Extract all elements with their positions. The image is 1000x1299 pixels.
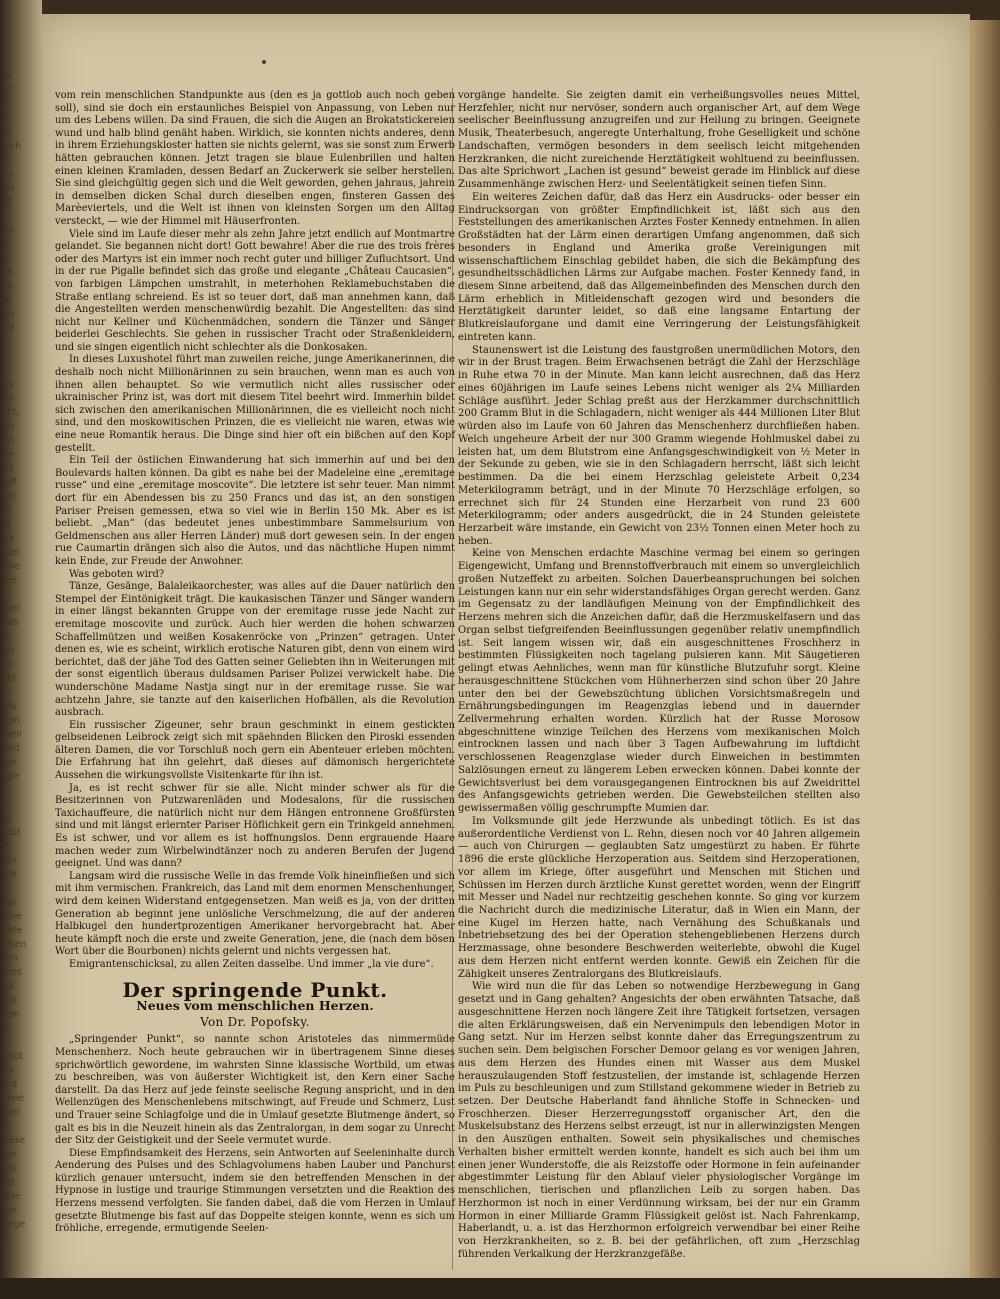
left-column	[55, 90, 455, 1236]
paragraph: Wie wird nun die für das Leben so notwendige Herzbewegung in Gang gesetzt und in Gang gehalten? Angesichts der oben erwähnten Tatsache, daß ausgeschnittene Herzen noch längere Zeit ihre Tätigkeit fortsetzen, versagen die alten Erklärungsweisen, daß ein Nervenimpuls den lebendigen Motor in Gang setzt. Nur im Herzen selbst konnte daher das Erregungszentrum zu suchen sein. Dem belgischen Forscher Demoor gelang es vor wenigen Jahren, aus dem Herzen des Hundes einen mit Wasser aus dem Muskel herauszulaugenden Stoff festzustellen, der imstande ist, schlagende Herzen im Puls zu beschleunigen und zum Stillstand gekommene wieder in Betrieb zu setzen. Der Deutsche Haberlandt fand ähnliche Stoffe in Schnecken- und Froschherzen. Dieser Herzerregungsstoff organischer Art, den die Muskelsubstanz des Herzens selbst erzeugt, ist nur in allerwinzigsten Mengen in den Auszügen enthalten. Soweit sein physikalisches und chemisches Verhalten bisher ermittelt werden konnte, handelt es sich auch bei ihm um einen jener Wunderstoffe, die als Reizstoffe oder Hormone in fein aufeinander abgestimmter Leistung für den Ablauf vieler physiologischer Vorgänge im menschlichen, tierischen und pflanzlichen Leib zu sorgen haben. Das Herzhormon ist noch in einer Verdünnung wirksam, bei der nur ein Gramm Hormon in einer Milliarde Gramm Flüssigkeit gelöst ist. Nach Fahrenkamp, Haberlandt, u. a. ist das Herzhormon erfolgreich verwendbar bei einer Reihe von Herzkrankheiten, so z. B. bei der gefährlichen, oft zum „Herzschlag führenden Verkalkung der Herzkranzgefäße.	[458, 981, 860, 1260]
previous-page-margin-text: ch erf st, in ne nsch en n's hm oft hm Er rd, ich ich ob her lnd bis ein icht, ein fen bie Rul aoft veri nd zu are ndel ame nee aber Was m der ihn icht gris. man chen bald den ogle e zu hebt se Jahr feht in ngs sene ichte orben thm ihres gut. mill bem kt neibt nur und sinne aber Er Diese nen beit Ret Fälle hen kerge in	[0, 71, 27, 1244]
paragraph: vom rein menschlichen Standpunkte aus (den es ja gottlob auch noch geben soll), sind sie doch ein erstaunliches Beispiel von Anpassung, von Leben nur um des Lebens willen. Da sind Frauen, die sich die Augen an Brokatstickereien wund und halb blind genäht haben. Wirklich, sie konnten nichts anderes, denn in ihrem Erziehungskloster hatten sie nichts gelernt, was sie sonst zum Erwerb hätten gebrauchen können. Jetzt tragen sie blaue Eulenbrillen und halten einen kleinen Kramladen, dessen Bedarf an Zuckerwerk sie selber herstellen. Sie sind gleichgültig gegen sich und die Welt geworden, gehen jahraus, jahrein in demselben dicken Schal durch dieselben engen, finsteren Gassen des Marèeviertels, und die Welt ist ihnen von kleinsten Sorgen um den Alltag versteckt, — wie der Himmel mit Häuserfronten.	[55, 90, 455, 227]
paragraph: Diese Empfindsamkeit des Herzens, sein Antworten auf Seeleninhalte durch Aenderung des Pulses und des Schlagvolumens haben Lauber und Panchurst kürzlich genauer untersucht, indem sie den betreffenden Menschen in der Hypnose in lustige und traurige Stimmungen versetzten und die Reaktion des Herzens messend verfolgten. Sie fanden dabei, daß die vom Herzen in Umlauf gesetzte Blutmenge bis fast auf das Doppelte steigen konnte, wenn es sich um fröhliche, erregende, ermutigende Seelen-	[55, 1147, 455, 1235]
paragraph: Im Volksmunde gilt jede Herzwunde als unbedingt tötlich. Es ist das außerordentliche Verdienst von L. Rehn, diesen noch vor 40 Jahren allgemein — auch von Chirurgen — geglaubten Satz umgestürzt zu haben. Er führte 1896 die erste glückliche Herzoperation aus. Seitdem sind Herzoperationen, vor allem im Kriege, öfter ausgeführt und Menschen mit Stichen und Schüssen im Herzen durch ärztliche Kunst gerettet worden, wenn der Eingriff mit Messer und Nadel nur rechtzeitig geschehen konnte. So ging vor kurzem die Nachricht durch die medizinische Literatur, daß in Wien ein Mann, der eine Kugel im Herzen hatte, nach Vernähung des Schußkanals und Inbetriebsetzung des bei der Operation stehengebliebenen Herzens durch Herzmassage, ohne besondere Beschwerden weiterlebte, obwohl die Kugel aus dem Herzen nicht entfernt werden konnte. Gewiß ein Zeichen für die Zähigkeit unseres Zentralorgans des Blutkreislaufs.	[458, 815, 860, 980]
page-dot	[262, 60, 266, 64]
paragraph: Ein weiteres Zeichen dafür, daß das Herz ein Ausdrucks- oder besser ein Eindrucksorgan von größter Empfindlichkeit ist, läßt sich aus den Feststellungen des amerikanischen Arztes Foster Kennedy entnehmen. In allen Großstädten hat der Lärm einen derartigen Umfang angenommen, daß sich besonders in England und Amerika große Vereinigungen mit wissenschaftlichem Einschlag gebildet haben, die sich die Bekämpfung des gesundheitsschädlichen Lärms zur Aufgabe machen. Foster Kennedy fand, in diesem Sinne arbeitend, daß das Allgemeinbefinden des Menschen durch den Lärm erheblich in Mitleidenschaft gezogen wird und besonders die Herztätigkeit darunter leidet, so daß eine langsame Entartung der Blutkreislauforgane und damit eine Verringerung der Leistungsfähigkeit eintreten kann.	[458, 191, 860, 343]
right-column	[458, 90, 860, 1262]
paragraph: Staunenswert ist die Leistung des faustgroßen unermüdlichen Motors, den wir in der Brust tragen. Beim Erwachsenen beträgt die Zahl der Herzschläge in Ruhe etwa 70 in der Minute. Man kann leicht ausrechnen, daß das Herz eines 60jährigen im Laufe seines Lebens nicht weniger als 2¼ Milliarden Schläge ausführt. Jeder Schlag preßt aus der Herzkammer durchschnittlich 200 Gramm Blut in die Schlagadern, nicht weniger als 444 Millionen Liter Blut würden also im Laufe von 60 Jahren das Menschenherz durchfließen haben. Welch ungeheure Arbeit der nur 300 Gramm wiegende Hohlmuskel dabei zu leisten hat, um dem Blutstrom eine Anfangsgeschwindigkeit von ½ Meter in der Sekunde zu geben, wie sie in den Schlagadern herrscht, läßt sich leicht bestimmen. Da die bei einem Herzschlag geleistete Arbeit 0,234 Meterkilogramm beträgt, und in der Minute 70 Herzschläge erfolgen, so errechnet sich für 24 Stunden eine Herzarbeit von rund 23 600 Meterkilogramm; oder anders ausgedrückt, die in 24 Stunden geleistete Herzarbeit wäre imstande, ein Gewicht von 23½ Tonnen einen Meter hoch zu heben.	[458, 344, 860, 547]
paragraph: Ja, es ist recht schwer für sie alle. Nicht minder schwer als für die Besitzerinnen von Putzwarenläden und Modesalons, für die russischen Taxichauffeure, die natürlich nicht nur dem Hängen entronnene Großfürsten sind und mit längst erlernter Pariser Höflichkeit gern ein Trinkgeld annehmen. Es ist schwer, und vor allem es ist hoffnungslos. Denn ergrauende Haare machen weder zum Wirbelwindtänzer noch zu anderen Berufen der Jugend geeignet. Und was dann?	[55, 782, 455, 870]
paragraph: Langsam wird die russische Welle in das fremde Volk hineinfließen und sich mit ihm vermischen. Frankreich, das Land mit dem enormen Menschenhunger, wird dem keinen Widerstand entgegensetzen. Man weiß es ja, von der dritten Generation ab beginnt jene unlösliche Verschmelzung, die auf der anderen Halbkugel den hundertprozentigen Amerikaner hervorgebracht hat. Aber heute kämpft noch die erste und zweite Generation, jene, die (nach dem bösen Wort über die Bourbonen) nichts gelernt und nichts vergessen hat.	[55, 870, 455, 958]
paragraph: Viele sind im Laufe dieser mehr als zehn Jahre jetzt endlich auf Montmartre gelandet. Sie begannen nicht dort! Gott bewahre! Aber die rue des trois frères oder des Martyrs ist ein immer noch recht guter und billiger Zufluchtsort. Und in der rue Pigalle befindet sich das große und elegante „Château Caucasien“, von farbigen Lämpchen umstrahlt, in meterhohen Reklamebuchstaben die Straße entlang schreiend. Es ist so teuer dort, daß man annehmen kann, daß die Angestellten werden menschenwürdig bezahlt. Die Angestellten: das sind nicht nur Kellner und Küchenmädchen, sondern die Tänzer und Sänger beiderlei Geschlechts. Sie gehen in russischer Tracht oder Straßenkleidern, und sie singen eigentlich nicht schlechter als die Donkosaken.	[55, 228, 455, 353]
paragraph: Ein russischer Zigeuner, sehr braun geschminkt in einem gestickten gelbseidenen Leibrock zeigt sich mit späehnden Blicken den Piroski essenden älteren Damen, die vor Torschluß noch gern ein Abenteuer erleben möchten. Die Erfahrung hat ihn gelehrt, daß dieses auf dämonisch hergerichtete Aussehen die wirkungsvollste Visitenkarte für ihn ist.	[55, 719, 455, 782]
page-bottom-edge	[0, 1278, 1000, 1299]
article-author: Von Dr. Popofsky.	[200, 1014, 310, 1029]
paragraph: „Springender Punkt“, so nannte schon Aristoteles das nimmermüde Menschenherz. Noch heute gebrauchen wir in übertragenem Sinne dieses sprichwörtlich gewordene, im wahrsten Sinne klassische Wortbild, um etwas zu beschreiben, was von äußerster Wichtigkeit ist, den Kern einer Sache darstellt. Da das Herz auf jede feinste seelische Regung anspricht, und in den Wellenzügen des Menschenlebens mitschwingt, auf Freude und Schmerz, Lust und Trauer seine Schlagfolge und die in Umlauf gesetzte Blutmenge ändert, so galt es bis in die Neuzeit hinein als das Zentralorgan, in dem sogar zu Unrecht der Sitz der Geistigkeit und der Seele vermutet wurde.	[55, 1034, 455, 1147]
paragraph: Was geboten wird?	[69, 568, 165, 580]
article-subtitle: Neues vom menschlichen Herzen.	[136, 998, 374, 1014]
article-title: Der springende Punkt.	[122, 977, 388, 1002]
paragraph: Ein Teil der östlichen Einwanderung hat sich immerhin auf und bei den Boulevards halten können. Da gibt es nahe bei der Madeleine eine „eremitage russe“ und eine „eremitage moscovite“. Die letztere ist sehr teuer. Man nimmt dort für ein Abendessen bis zu 250 Francs und das ist, an den sonstigen Pariser Preisen gemessen, etwa so viel wie in Berlin 150 Mk. Aber es ist beliebt. „Man“ (das bedeutet jenes unbestimmbare Sammelsurium von Geldmenschen aus aller Herren Länder) muß dort gewesen sein. In der engen rue Caumartin drängen sich also die Autos, und das nächtliche Hupen nimmt kein Ende, zur Freude der Anwohner.	[55, 455, 455, 567]
paragraph: Keine von Menschen erdachte Maschine vermag bei einem so geringen Eigengewicht, Umfang und Brennstoffverbrauch mit einem so unvergleichlich großen Nutzeffekt zu arbeiten. Solchen Dauerbeanspruchungen bei solchen Leistungen kann nur ein sehr widerstandsfähiges Organ gerecht werden. Ganz im Gegensatz zu der landläufigen Meinung von der Empfindlichkeit des Herzens mehren sich die Anzeichen dafür, daß die Herzmuskelfasern und das Organ selbst tiefgreifenden Beeinflussungen gegenüber relativ unempfindlich ist. Seit langem wissen wir, daß ein ausgeschnittenes Froschherz in bestimmten Flüssigkeiten noch tagelang pulsieren kann. Mit Säugetieren gelingt etwas Aehnliches, wenn man für künstliche Blutzufuhr sorgt. Kleine herausgeschnittene Stückchen vom Hühnerherzen sind schon über 20 Jahre unter den bei der Gewebszüchtung üblichen Vorsichtsmaßregeln und Ernährungsbedingungen im Reagenzglas lebend und in dauernder Zellvermehrung erhalten worden. Kürzlich hat der Russe Morosow abgeschnittene winzige Teilchen des Herzens vom mexikanischen Molch eintrocknen lassen und nach über 3 Tagen Aufbewahrung im luftdicht verschlossenen Reagenzglase wieder durch Einweichen in bestimmten Salzlösungen erneut zu längerem Leben erwecken können. Dabei konnte der Gewichtsverlust bei dem vorausgegangenen Eintrocknen bis auf Zweidrittel des Anfangsgewichts getrieben werden. Die Gewebsteilchen stellten also gewissermaßen völlig geschrumpfte Mumien dar.	[458, 548, 860, 815]
paragraph: In dieses Luxushotel führt man zuweilen reiche, junge Amerikanerinnen, die deshalb noch nicht Millionärinnen zu sein brauchen, wenn man es auch von ihnen allen behauptet. So wie vermutlich nicht alles russischer oder ukrainischer Prinz ist, was dort mit diesem Titel beehrt wird. Immerhin bildet sich zwischen den amerikanischen Millionärinnen, die es vielleicht noch nicht sind, und den moskowitischen Prinzen, die es vielleicht nie waren, etwas wie eine neue Romantik heraus. Die Dinge sind hier oft ein bißchen auf den Kopf gestellt.	[55, 354, 455, 454]
paragraph: Tänze, Gesänge, Balaleikaorchester, was alles auf die Dauer natürlich den Stempel der Eintönigkeit trägt. Die kaukasischen Tänzer und Sänger wandern in einer längst bekannten Gruppe von der eremitage russe jede Nacht zur eremitage moscovite und zurück. Auch hier werden die hohen schwarzen Schaffellmützen und weißen Kosakenröcke von „Prinzen“ getragen. Unter denen es, wie es scheint, wirklich erotische Naturen gibt, denn von einem wird berichtet, daß der jähe Tod des Gatten seiner Geliebten ihn in Weiterungen mit der sonst eigentlich überaus duldsamen Pariser Polizei verwickelt habe. Die wunderschöne Madame Nastja singt nur in der eremitage russe. Sie war achtzehn Jahre, sie tanzte auf den kaiserlichen Hofbällen, als die Revolution ausbrach.	[55, 581, 455, 719]
paragraph: vorgänge handelte. Sie zeigten damit ein verheißungsvolles neues Mittel, Herzfehler, nicht nur nervöser, sondern auch organischer Art, auf dem Wege seelischer Beeinflussung anzugreifen und zur Heilung zu bringen. Geeignete Musik, Theaterbesuch, angeregte Unterhaltung, frohe Geselligkeit und schöne Landschaften, vermögen besonders in dem seelisch leicht mitgehenden Herzkranken, die nicht zureichende Herztätigkeit wohltuend zu beeinflussen. Das alte Sprichwort „Lachen ist gesund“ beweist gerade im Hinblick auf diese Zusammenhänge zwischen Herz- und Seelentätigkeit seinen tiefen Sinn.	[458, 90, 860, 191]
paragraph: Emigrantenschicksal, zu allen Zeiten dasselbe. Und immer „la vie dure“.	[69, 958, 434, 970]
